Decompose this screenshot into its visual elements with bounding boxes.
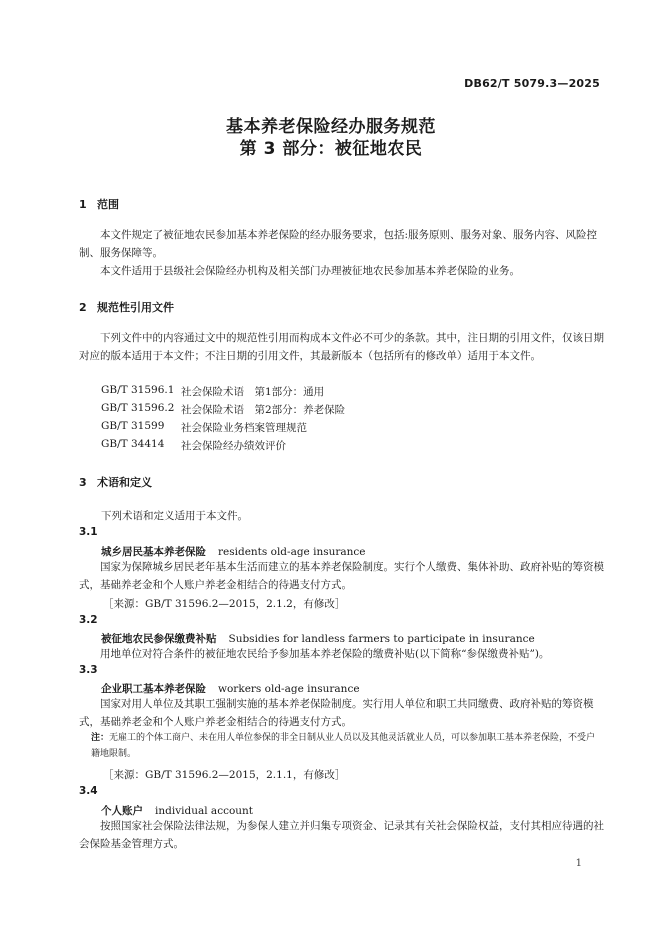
page-number: 1 — [575, 858, 582, 869]
document-subtitle: 第 3 部分：被征地农民 — [239, 139, 423, 159]
section-1-heading — [79, 196, 119, 212]
reference-title: 社会保险业务档案管理规范 — [181, 422, 307, 434]
term-definition: 按照国家社会保险法律法规，为参保人建立并归集专项资金、记录其有关社会保险权益，支付其相应待遇的社会保险基金管理方式。 — [79, 820, 604, 850]
term-definition: 国家为保障城乡居民老年基本生活而建立的基本养老保险制度。实行个人缴费、集体补助、政府补贴的筹资模式，基础养老金和个人账户养老金相结合的待遇支付方式。 — [79, 561, 604, 591]
reference-title: 社会保险经办绩效评价 — [181, 440, 286, 452]
term-entry — [101, 544, 366, 559]
term-english: residents old-age insurance — [218, 546, 366, 558]
document-title: 基本养老保险经办服务规范 — [226, 117, 436, 137]
section-number: 2 — [79, 301, 87, 314]
term-number: 3.4 — [79, 785, 98, 797]
reference-code: GB/T 31599 — [101, 420, 165, 432]
term-entry — [101, 681, 360, 696]
section-3-heading — [79, 474, 152, 490]
reference-title: 社会保险术语 第2部分：养老保险 — [181, 404, 346, 416]
terms-intro: 下列术语和定义适用于本文件。 — [101, 510, 248, 522]
reference-code: GB/T 31596.2 — [101, 402, 175, 414]
section-number: 1 — [79, 198, 87, 211]
term-english: Subsidies for landless farmers to participate in insurance — [228, 633, 535, 645]
section-2-heading — [79, 299, 174, 315]
term-number: 3.3 — [79, 664, 98, 676]
term-chinese: 城乡居民基本养老保险 — [101, 546, 206, 558]
normative-paragraph: 下列文件中的内容通过文中的规范性引用而构成本文件必不可少的条款。其中，注日期的引用文件，仅该日期对应的版本适用于本文件；不注日期的引用文件，其最新版本（包括所有的修改单）适用于本文件。 — [79, 332, 604, 362]
term-number: 3.1 — [79, 526, 98, 538]
reference-title: 社会保险术语 第1部分：通用 — [181, 386, 325, 398]
section-title: 术语和定义 — [97, 476, 152, 489]
term-entry — [101, 631, 535, 646]
section-number: 3 — [79, 476, 87, 489]
term-number: 3.2 — [79, 614, 98, 626]
term-note — [91, 730, 601, 762]
term-english: workers old-age insurance — [218, 683, 360, 695]
section-title: 规范性引用文件 — [97, 301, 174, 314]
reference-code: GB/T 34414 — [101, 438, 165, 450]
term-english: individual account — [155, 805, 254, 817]
note-text: 无雇工的个体工商户、未在用人单位参保的非全日制从业人员以及其他灵活就业人员，可以参加职工基本养老保险，不受户籍地限制。 — [91, 733, 596, 759]
section-title: 范围 — [97, 198, 119, 211]
scope-paragraph-1: 本文件规定了被征地农民参加基本养老保险的经办服务要求，包括:服务原则、服务对象、服务内容、风险控制、服务保障等。 — [79, 229, 598, 259]
term-entry — [101, 803, 253, 818]
term-source: ［来源：GB/T 31596.2—2015，2.1.1，有修改］ — [103, 769, 346, 781]
term-chinese: 被征地农民参保缴费补贴 — [101, 633, 217, 645]
scope-paragraph-2: 本文件适用于县级社会保险经办机构及相关部门办理被征地农民参加基本养老保险的业务。 — [100, 265, 520, 277]
term-chinese: 企业职工基本养老保险 — [101, 683, 206, 695]
term-definition: 国家对用人单位及其职工强制实施的基本养老保险制度。实行用人单位和职工共同缴费、政府补贴的筹资模式，基础养老金和个人账户养老金相结合的待遇支付方式。 — [79, 698, 594, 728]
term-source: ［来源：GB/T 31596.2—2015，2.1.2，有修改］ — [103, 598, 346, 610]
term-chinese: 个人账户 — [101, 805, 143, 817]
note-label: 注： — [91, 733, 110, 743]
reference-code: GB/T 31596.1 — [101, 384, 175, 396]
standard-code: DB62/T 5079.3—2025 — [464, 77, 600, 90]
term-definition: 用地单位对符合条件的被征地农民给予参加基本养老保险的缴费补贴(以下简称“参保缴费补贴”)。 — [100, 648, 550, 660]
